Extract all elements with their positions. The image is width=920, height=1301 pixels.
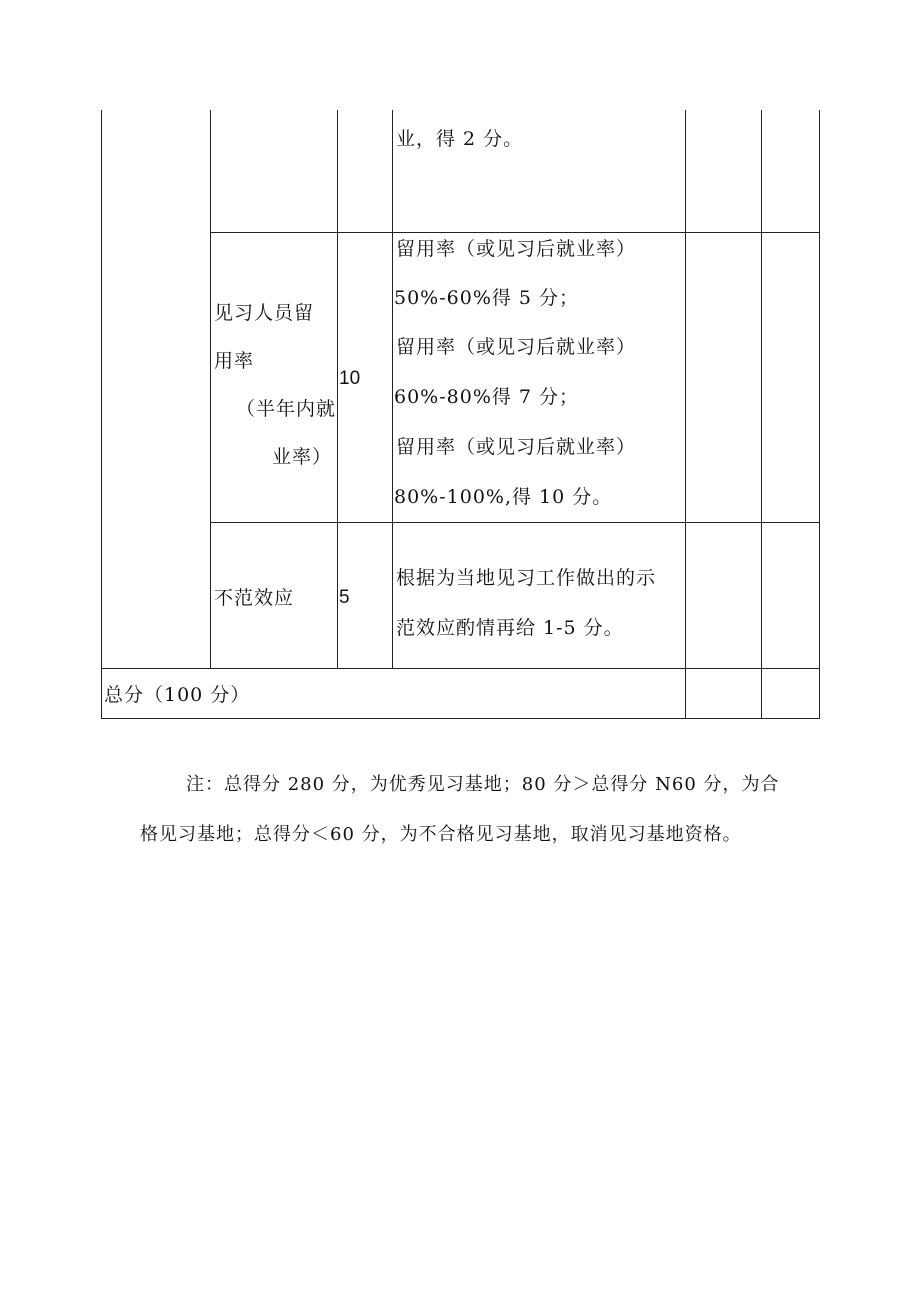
score-value: 10 bbox=[339, 368, 361, 389]
column-divider bbox=[761, 110, 762, 719]
criteria-line: 60%-80%得 7 分； bbox=[394, 386, 580, 408]
score-value: 5 bbox=[339, 587, 350, 608]
criteria-line: 80%-100%,得 10 分。 bbox=[394, 486, 613, 508]
note-line: 注：总得分 280 分，为优秀见习基地；80 分＞总得分 N60 分，为合 bbox=[186, 774, 780, 795]
criteria-text: 业，得 2 分。 bbox=[396, 128, 524, 150]
table-border-left bbox=[101, 110, 102, 719]
criteria-line: 留用率（或见习后就业率） bbox=[396, 436, 637, 458]
total-score-label: 总分（100 分） bbox=[104, 684, 251, 706]
row-divider bbox=[210, 232, 820, 233]
column-divider bbox=[685, 110, 686, 719]
item-name-line: 见习人员留 bbox=[214, 302, 315, 324]
criteria-line: 根据为当地见习工作做出的示 bbox=[396, 567, 657, 589]
item-name: 不范效应 bbox=[214, 587, 295, 609]
item-name-line: 业率） bbox=[272, 446, 333, 468]
row-divider bbox=[210, 522, 820, 523]
criteria-line: 留用率（或见习后就业率） bbox=[396, 336, 637, 358]
row-divider bbox=[101, 668, 820, 669]
item-name-line: （半年内就 bbox=[236, 398, 337, 420]
item-name-line: 用率 bbox=[214, 350, 255, 372]
criteria-line: 留用率（或见习后就业率） bbox=[396, 238, 637, 260]
note-line: 格见习基地；总得分＜60 分，为不合格见习基地，取消见习基地资格。 bbox=[140, 824, 742, 845]
table-border-bottom bbox=[101, 718, 820, 719]
column-divider bbox=[210, 110, 211, 669]
table-border-right bbox=[819, 110, 820, 719]
criteria-line: 范效应酌情再给 1-5 分。 bbox=[396, 617, 624, 639]
column-divider bbox=[392, 110, 393, 669]
criteria-line: 50%-60%得 5 分； bbox=[394, 287, 580, 309]
column-divider bbox=[337, 110, 338, 669]
